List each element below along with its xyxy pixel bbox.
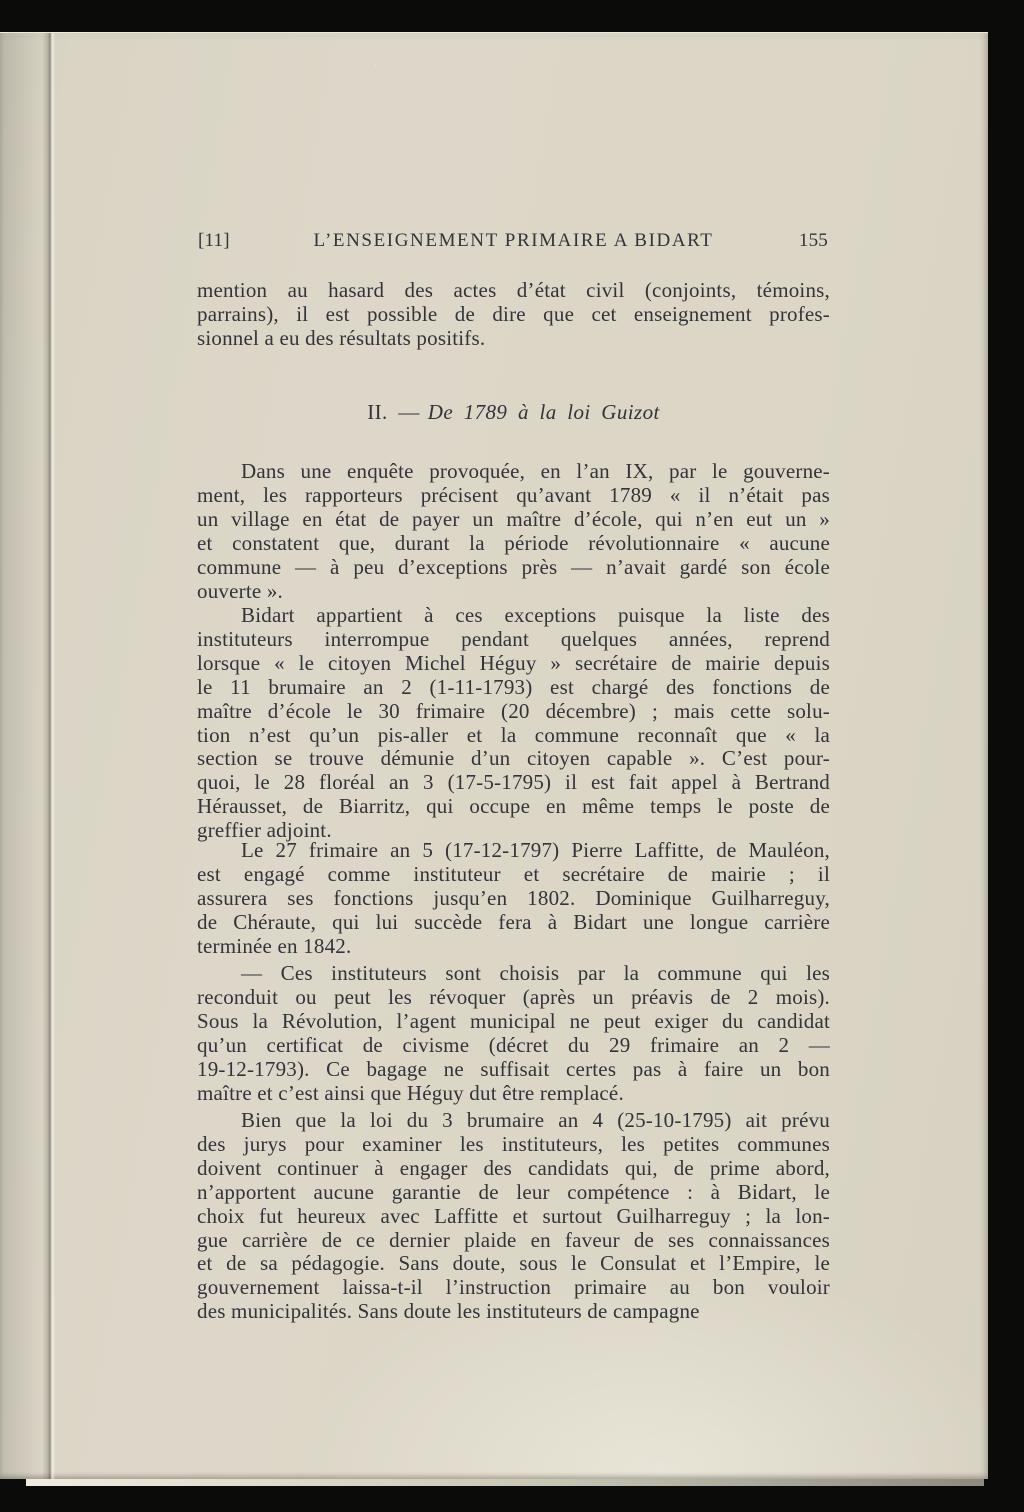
text-line: qu’un certificat de civisme (décret du 29 frimaire an 2 —: [197, 1032, 830, 1057]
text-line: Le 27 frimaire an 5 (17-12-1797) Pierre Laffitte, de Mauléon,: [241, 838, 830, 862]
text-line: mention au hasard des actes d’état civil (conjoints, témoins,: [197, 278, 830, 302]
text-line: ment, les rapporteurs précisent qu’avant 1789 « il n’était pas: [197, 482, 830, 507]
running-header: [197, 229, 830, 253]
text-line: gue carrière de ce dernier plaide en faveur de ses connaissances: [197, 1227, 830, 1252]
text-line: parrains), il est possible de dire que cet enseignement profes-: [197, 301, 830, 326]
text-line: terminée en 1842.: [197, 933, 352, 958]
text-line: reconduit ou peut les révoquer (après un préavis de 2 mois).: [197, 984, 830, 1009]
text-line: Bien que la loi du 3 brumaire an 4 (25-10-1795) ait prévu: [241, 1108, 830, 1132]
paragraph: [197, 962, 830, 1105]
text-line: quoi, le 28 floréal an 3 (17-5-1795) il est fait appel à Bertrand: [197, 770, 830, 795]
text-line: choix fut heureux avec Laffitte et surtout Guilharreguy ; la lon-: [197, 1203, 830, 1228]
text-line: n’apportent aucune garantie de leur compétence : à Bidart, le: [197, 1179, 830, 1204]
text-line: Dans une enquête provoquée, en l’an IX, par le gouverne-: [241, 459, 830, 483]
text-line: instituteurs interrompue pendant quelques années, reprend: [197, 626, 830, 651]
text-line: greffier adjoint.: [197, 818, 332, 843]
text-line: le 11 brumaire an 2 (1-11-1793) est chargé des fonctions de: [197, 674, 830, 699]
paragraph: [197, 839, 830, 959]
section-heading: [197, 401, 830, 425]
text-line: est engagé comme instituteur et secrétaire de mairie ; il: [197, 861, 830, 886]
paragraph: [197, 279, 830, 351]
gutter-shadow: [0, 33, 46, 1479]
text-line: et de sa pédagogie. Sans doute, sous le Consulat et l’Empire, le: [197, 1251, 830, 1276]
text-line: Bidart appartient à ces exceptions puisque la liste des: [241, 603, 830, 627]
text-line: 19-12-1793). Ce bagage ne suffisait certes pas à faire un bon: [197, 1056, 830, 1081]
text-line: ouverte ».: [197, 578, 283, 603]
page-number: 155: [798, 230, 828, 251]
text-line: Sous la Révolution, l’agent municipal ne peut exiger du candidat: [197, 1008, 830, 1033]
paragraph: [197, 604, 830, 843]
text-line: gouvernement laissa-t-il l’instruction primaire au bon vouloir: [197, 1275, 830, 1300]
text-line: maître et c’est ainsi que Héguy dut être remplacé.: [197, 1080, 624, 1105]
text-column: [197, 33, 830, 1479]
text-line: des jurys pour examiner les instituteurs, les petites communes: [197, 1131, 830, 1156]
text-line: Hérausset, de Biarritz, qui occupe en même temps le poste de: [197, 794, 830, 819]
page-fold-crease: [42, 33, 58, 1479]
text-line: assurera ses fonctions jusqu’en 1802. Dominique Guilharreguy,: [197, 885, 830, 910]
text-line: tion n’est qu’un pis-aller et la commune reconnaît que « la: [197, 722, 830, 747]
text-line: et constatent que, durant la période révolutionnaire « aucune: [197, 530, 830, 555]
text-line: — Ces instituteurs sont choisis par la commune qui les: [241, 961, 830, 985]
text-line: doivent continuer à engager des candidats qui, de prime abord,: [197, 1155, 830, 1180]
dust-speck: [374, 63, 377, 67]
section-numeral: II. —: [367, 400, 420, 424]
text-line: section se trouve démunie d’un citoyen capable ». C’est pour-: [197, 746, 830, 771]
book-page: [0, 32, 988, 1479]
section-title: De 1789 à la loi Guizot: [427, 400, 660, 424]
running-title: L’ENSEIGNEMENT PRIMAIRE A BIDART: [313, 230, 714, 251]
text-line: un village en état de payer un maître d’école, qui n’en eut un »: [197, 506, 830, 531]
paragraph: [197, 460, 830, 603]
text-line: des municipalités. Sans doute les instituteurs de campagne: [197, 1299, 700, 1324]
text-line: commune — à peu d’exceptions près — n’avait gardé son école: [197, 554, 830, 579]
article-page-ref: [11]: [198, 230, 230, 251]
text-line: maître d’école le 30 frimaire (20 décembre) ; mais cette solu-: [197, 698, 830, 723]
text-line: lorsque « le citoyen Michel Héguy » secrétaire de mairie depuis: [197, 650, 830, 675]
text-line: de Chéraute, qui lui succède fera à Bidart une longue carrière: [197, 909, 830, 934]
text-line: sionnel a eu des résultats positifs.: [197, 325, 486, 350]
paragraph: [197, 1109, 830, 1324]
